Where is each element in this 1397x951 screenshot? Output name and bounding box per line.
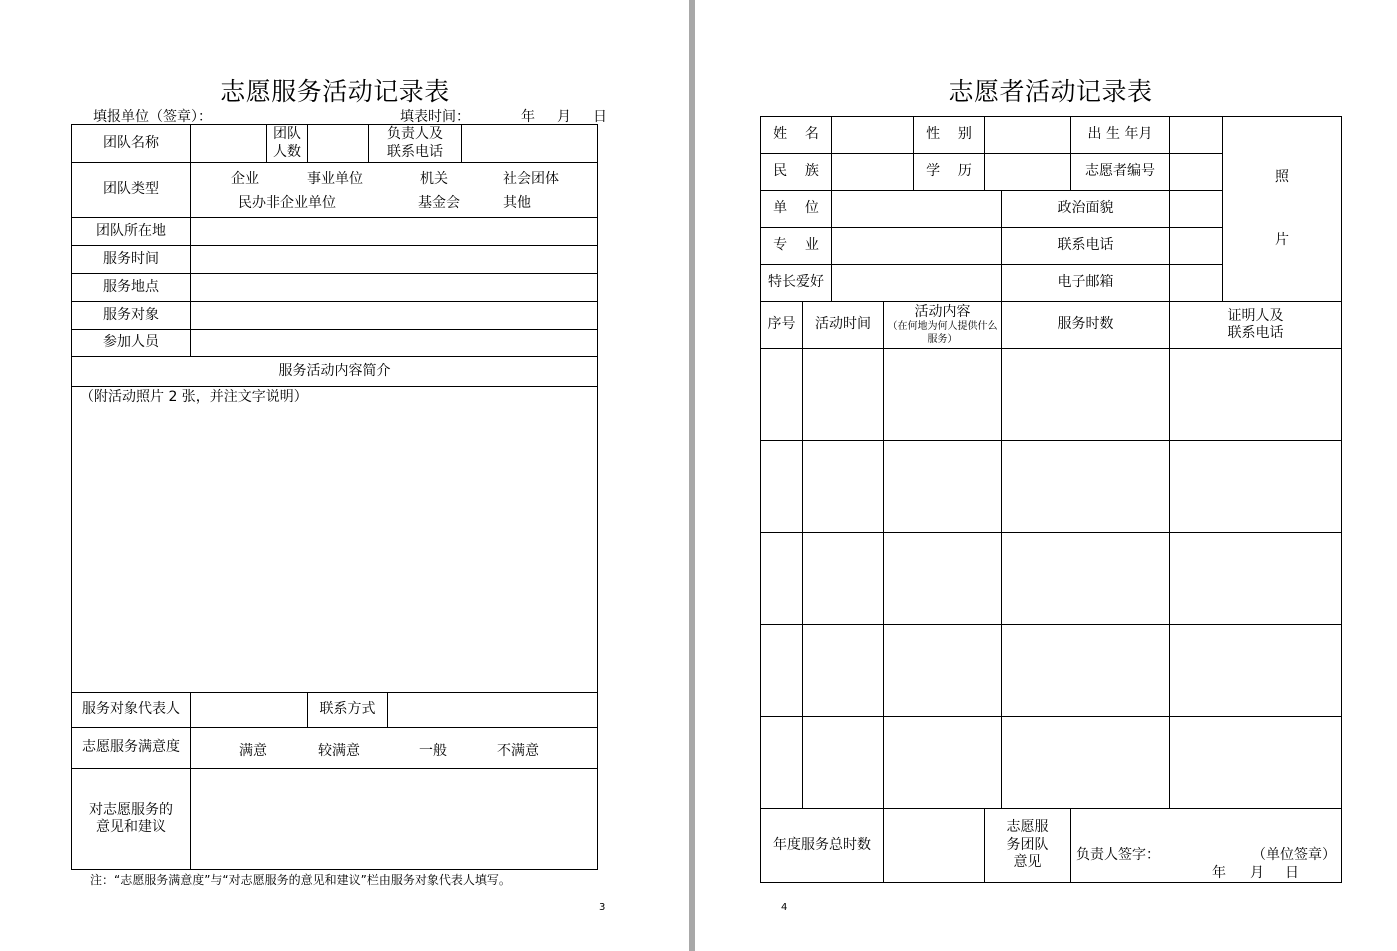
contact-method-label: 联系方式: [308, 693, 388, 728]
location-field[interactable]: [191, 218, 598, 246]
opinions-label: 对志愿服务的 意见和建议: [72, 769, 191, 870]
type-option-private-nonprofit[interactable]: 民办非企业单位: [238, 195, 336, 211]
col-time-header: 活动时间: [803, 302, 884, 349]
month-label: 月: [557, 109, 571, 125]
ethnicity-field[interactable]: [832, 154, 914, 191]
team-opinion-label: 志愿服 务团队 意见: [985, 809, 1071, 883]
type-option-foundation[interactable]: 基金会: [418, 195, 460, 211]
hobby-field[interactable]: [832, 265, 1002, 302]
activity-record-table: [71, 124, 598, 870]
type-option-social-group[interactable]: 社会团体: [503, 171, 559, 187]
row-4-hours[interactable]: [1002, 625, 1170, 717]
team-opinion-field[interactable]: [1071, 809, 1342, 883]
year-label: 年: [521, 109, 535, 125]
location-label: 团队所在地: [72, 218, 191, 246]
unit-field[interactable]: [832, 191, 1002, 228]
volunteer-no-label: 志愿者编号: [1071, 154, 1170, 191]
row-1-hours[interactable]: [1002, 349, 1170, 441]
service-place-field[interactable]: [191, 274, 598, 302]
sign-day-label: 日: [1285, 865, 1299, 881]
row-2-witness[interactable]: [1170, 441, 1342, 533]
education-field[interactable]: [985, 154, 1071, 191]
major-field[interactable]: [832, 228, 1002, 265]
annual-hours-label: 年度服务总时数: [761, 809, 884, 883]
team-type-options: [191, 163, 598, 218]
satisfaction-options: [191, 728, 598, 769]
col-content-header: [884, 302, 1002, 349]
row-1-time[interactable]: [803, 349, 884, 441]
page-right: [695, 0, 1397, 951]
row-4-no[interactable]: [761, 625, 803, 717]
team-size-field[interactable]: [308, 125, 369, 163]
row-2-content[interactable]: [884, 441, 1002, 533]
satisfaction-label: 志愿服务满意度: [72, 728, 191, 769]
footnote: 注：“志愿服务满意度”与“对志愿服务的意见和建议”栏由服务对象代表人填写。: [90, 873, 511, 887]
row-3-time[interactable]: [803, 533, 884, 625]
birth-field[interactable]: [1170, 117, 1223, 154]
leader-sign-label: 负责人签字：: [1076, 847, 1160, 863]
representative-field[interactable]: [191, 693, 308, 728]
opinions-field[interactable]: [191, 769, 598, 870]
photo-label-1: 照: [1275, 168, 1289, 185]
satisfaction-very-satisfied[interactable]: 满意: [239, 743, 267, 759]
row-2-no[interactable]: [761, 441, 803, 533]
row-3-content[interactable]: [884, 533, 1002, 625]
row-3-witness[interactable]: [1170, 533, 1342, 625]
day-label: 日: [593, 109, 607, 125]
email-label: 电子邮箱: [1002, 265, 1170, 302]
representative-label: 服务对象代表人: [72, 693, 191, 728]
row-1-no[interactable]: [761, 349, 803, 441]
col-content-title: 活动内容: [914, 303, 971, 320]
gender-field[interactable]: [985, 117, 1071, 154]
page-number: 4: [781, 902, 788, 913]
service-place-label: 服务地点: [72, 274, 191, 302]
row-5-hours[interactable]: [1002, 717, 1170, 809]
leader-contact-field[interactable]: [462, 125, 598, 163]
annual-hours-field[interactable]: [884, 809, 985, 883]
political-field[interactable]: [1170, 191, 1223, 228]
contact-method-field[interactable]: [388, 693, 598, 728]
unit-label: 单 位: [761, 191, 832, 228]
participants-field[interactable]: [191, 330, 598, 357]
row-5-content[interactable]: [884, 717, 1002, 809]
type-option-other[interactable]: 其他: [503, 195, 531, 211]
photo-label-2: 片: [1275, 232, 1289, 248]
service-target-label: 服务对象: [72, 302, 191, 330]
type-option-institution[interactable]: 事业单位: [307, 171, 363, 187]
row-1-content[interactable]: [884, 349, 1002, 441]
sign-year-label: 年: [1212, 865, 1226, 881]
row-4-content[interactable]: [884, 625, 1002, 717]
row-4-witness[interactable]: [1170, 625, 1342, 717]
row-2-hours[interactable]: [1002, 441, 1170, 533]
service-target-field[interactable]: [191, 302, 598, 330]
team-type-label: 团队类型: [72, 163, 191, 218]
sign-month-label: 月: [1250, 865, 1264, 881]
volunteer-no-field[interactable]: [1170, 154, 1223, 191]
row-5-time[interactable]: [803, 717, 884, 809]
unit-label: 填报单位（签章）：: [93, 109, 212, 125]
type-option-government[interactable]: 机关: [420, 171, 448, 187]
leader-contact-label: 负责人及 联系电话: [369, 125, 462, 163]
participants-label: 参加人员: [72, 330, 191, 357]
row-5-witness[interactable]: [1170, 717, 1342, 809]
page-left: [0, 0, 689, 951]
name-field[interactable]: [832, 117, 914, 154]
row-5-no[interactable]: [761, 717, 803, 809]
major-label: 专 业: [761, 228, 832, 265]
political-label: 政治面貌: [1002, 191, 1170, 228]
satisfaction-satisfied[interactable]: 较满意: [318, 743, 360, 759]
hobby-label: 特长爱好: [761, 265, 832, 302]
ethnicity-label: 民 族: [761, 154, 832, 191]
page-title: 志愿者活动记录表: [948, 77, 1153, 106]
page-number: 3: [599, 902, 606, 913]
col-content-subtitle: （在何地为何人提供什么服务）: [887, 321, 998, 345]
service-time-field[interactable]: [191, 246, 598, 274]
row-3-hours[interactable]: [1002, 533, 1170, 625]
education-label: 学 历: [914, 154, 985, 191]
content-hint: （附活动照片 2 张，并注文字说明）: [80, 389, 308, 405]
photo-box[interactable]: [1223, 117, 1342, 302]
birth-label: 出 生 年月: [1071, 117, 1170, 154]
satisfaction-average[interactable]: 一般: [419, 743, 447, 759]
volunteer-record-table: [760, 116, 1342, 883]
row-2-time[interactable]: [803, 441, 884, 533]
team-size-label: 团队 人数: [267, 125, 308, 163]
row-1-witness[interactable]: [1170, 349, 1342, 441]
email-field[interactable]: [1170, 265, 1223, 302]
row-3-no[interactable]: [761, 533, 803, 625]
phone-field[interactable]: [1170, 228, 1223, 265]
page-title: 志愿服务活动记录表: [220, 77, 450, 106]
satisfaction-unsatisfied[interactable]: 不满意: [497, 743, 539, 759]
team-name-label: 团队名称: [72, 125, 191, 163]
name-label: 姓 名: [761, 117, 832, 154]
unit-seal-label: （单位签章）: [1252, 847, 1336, 863]
col-witness-header: 证明人及 联系电话: [1170, 302, 1342, 349]
gender-label: 性 别: [914, 117, 985, 154]
team-name-field[interactable]: [191, 125, 267, 163]
col-no-header: 序号: [761, 302, 803, 349]
phone-label: 联系电话: [1002, 228, 1170, 265]
service-time-label: 服务时间: [72, 246, 191, 274]
type-option-enterprise[interactable]: 企业: [231, 171, 259, 187]
content-header: 服务活动内容简介: [72, 357, 598, 387]
row-4-time[interactable]: [803, 625, 884, 717]
content-area[interactable]: [72, 387, 598, 693]
col-hours-header: 服务时数: [1002, 302, 1170, 349]
date-label: 填表时间：: [400, 109, 470, 125]
